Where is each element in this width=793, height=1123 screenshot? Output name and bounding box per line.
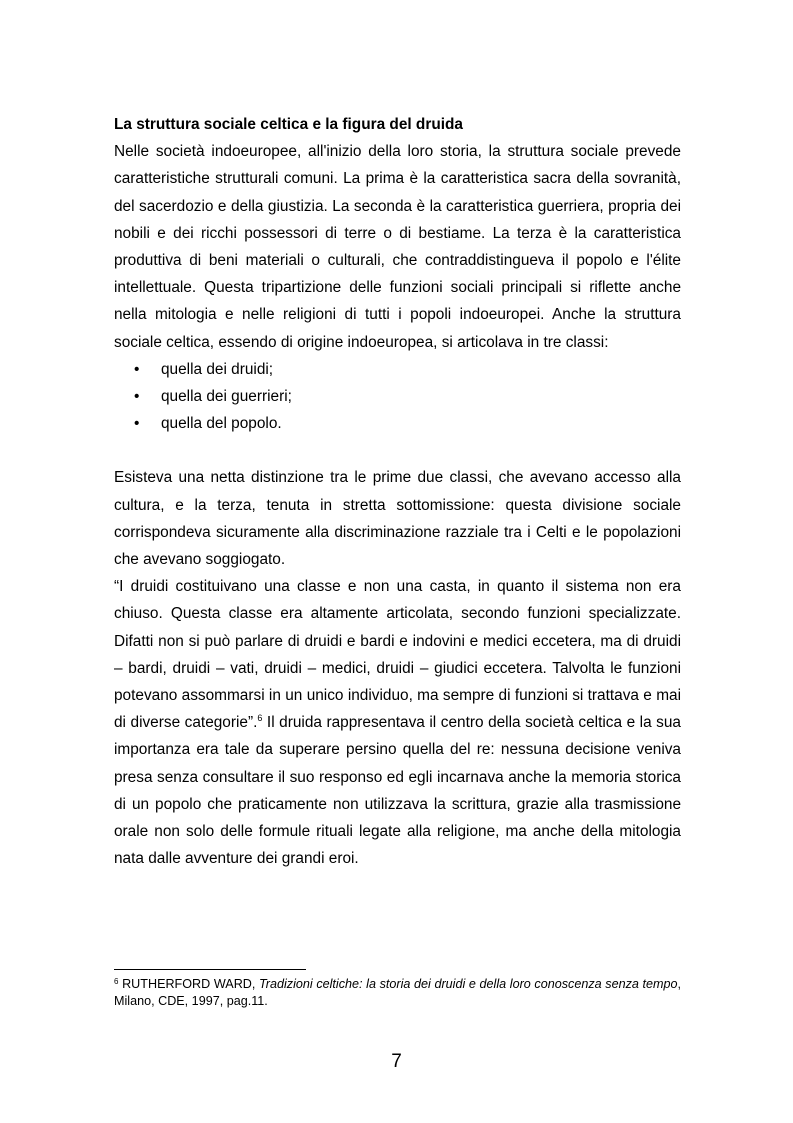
footnote-details: , Milano, CDE, 1997, pag.11.: [114, 977, 682, 1008]
list-item: • quella dei guerrieri;: [114, 383, 681, 410]
footnote-title: Tradizioni celtiche: la storia dei druidi e della loro conoscenza senza tempo: [259, 977, 678, 991]
footnote-number: 6: [114, 977, 119, 986]
section-heading: La struttura sociale celtica e la figura del druida: [114, 116, 463, 133]
paragraph-3: [114, 573, 681, 872]
list-item: • quella dei druidi;: [114, 356, 681, 383]
list-item: • quella del popolo.: [114, 410, 681, 437]
main-text: [114, 111, 681, 872]
footnote-author: RUTHERFORD WARD,: [118, 977, 260, 991]
footnote-reference: 6: [257, 713, 263, 724]
footnote-separator: [114, 969, 306, 970]
paragraph-2: Esisteva una netta distinzione tra le prime due classi, che avevano accesso alla cultura, e la terza, tenuta in stretta sottomissione: questa divisione sociale corrispondeva sicuramente alla discriminazione razziale tra i Celti e le popolazioni che avevano soggiogato.: [114, 469, 681, 569]
quote-text: “I druidi costituivano una classe e non una casta, in quanto il sistema non era chiuso. Questa classe era altamente articolata, secondo funzioni specializzate. Difatti non si può parlare di druidi e bardi e indovini e medici eccetera, ma di druidi – bardi, druidi – vati, druidi – medici, druidi – giudici eccetera. Talvolta le funzioni potevano assommarsi in un unico individuo, ma sempre di funzioni si trattava e mai di diverse categorie”.: [114, 578, 681, 732]
paragraph-spacer: [114, 437, 681, 464]
class-list: [114, 356, 681, 438]
paragraph-1: Nelle società indoeuropee, all'inizio della loro storia, la struttura sociale prevede caratteristiche strutturali comuni. La prima è la caratteristica sacra della sovranità, del sacerdozio e della giustizia. La seconda è la caratteristica guerriera, propria dei nobili e dei ricchi possessori di terre o di bestiame. La terza è la caratteristica produttiva di beni materiali o culturali, che contraddistingueva il popolo e l'élite intellettuale. Questa tripartizione delle funzioni sociali principali si riflette anche nella mitologia e nelle religioni di tutti i popoli indoeuropei. Anche la struttura sociale celtica, essendo di origine indoeuropea, si articolava in tre classi:: [114, 143, 681, 351]
page-number: 7: [391, 1051, 402, 1072]
paragraph-3-continuation: Il druida rappresentava il centro della società celtica e la sua importanza era tale da superare persino quella del re: nessuna decisione veniva presa senza consultare il suo responso ed egli incarnava anche la memoria storica di un popolo che praticamente non utilizzava la scrittura, grazie alla trasmissione orale non solo delle formule rituali legate alla religione, ma anche della mitologia nata dalle avventure dei grandi eroi.: [114, 714, 681, 868]
footnote: [114, 976, 681, 1010]
